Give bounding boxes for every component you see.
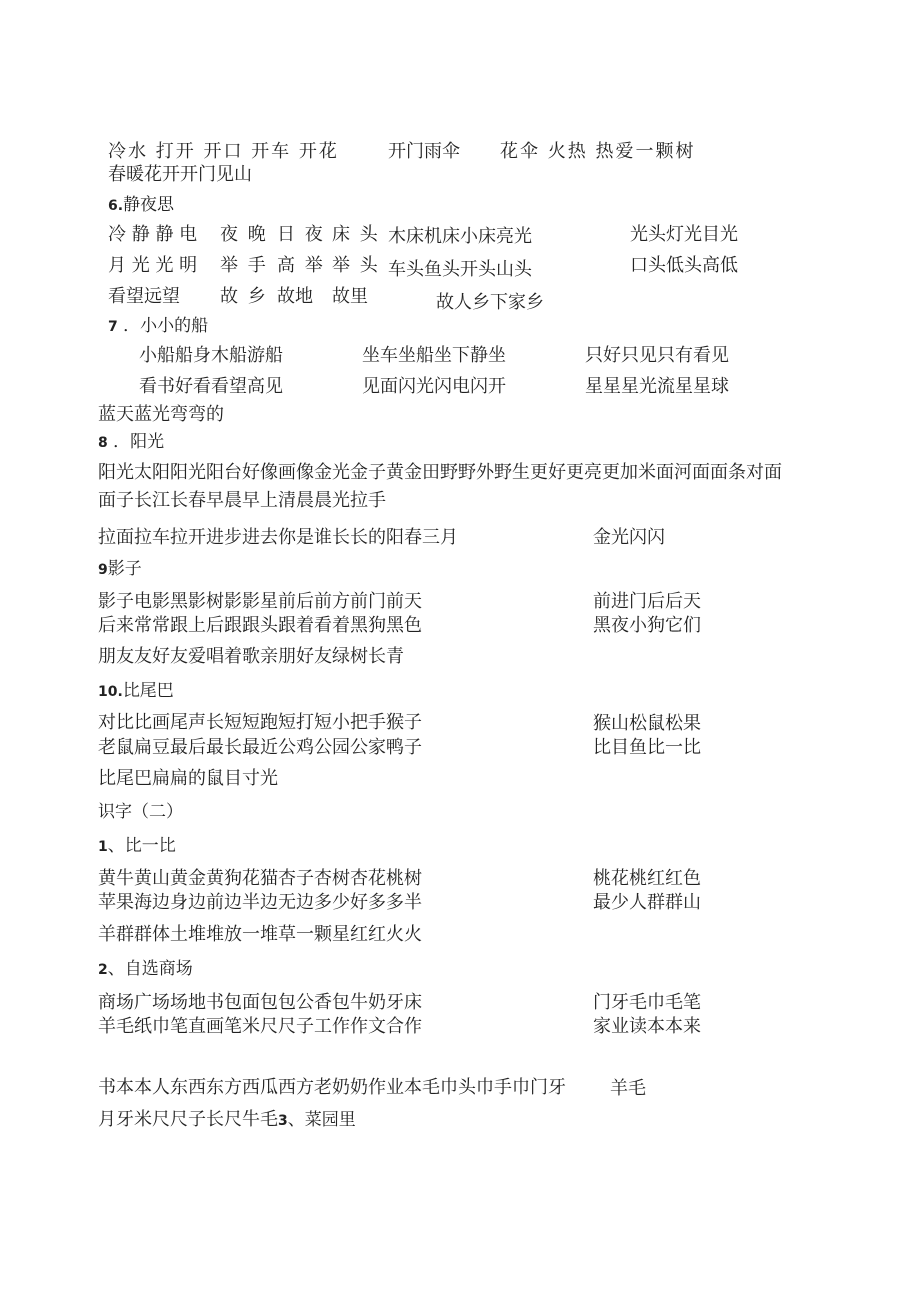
word-line: 只好只见只有看见 bbox=[585, 345, 729, 366]
word-line: 羊群群体土堆堆放一堆草一颗星红红火火 bbox=[98, 924, 422, 945]
section-number: 10. bbox=[98, 684, 123, 700]
word-line: 故 乡 bbox=[220, 286, 268, 307]
word-line: 书本本人东西东方西瓜西方老奶奶作业本毛巾头巾手巾门牙 bbox=[98, 1077, 566, 1098]
word-line: 家业读本本来 bbox=[593, 1016, 701, 1037]
section-heading bbox=[98, 680, 174, 703]
word-line: 对比比画尾声长短短跑短打短小把手猴子 bbox=[98, 712, 422, 733]
word-line: 星星星光流星星球 bbox=[585, 376, 729, 397]
word-line-text: 月牙米尺尺子长尺牛毛 bbox=[98, 1109, 278, 1130]
word-line bbox=[98, 1109, 356, 1132]
section-number: 1 bbox=[98, 839, 108, 855]
word-line: 看书好看看望高见 bbox=[139, 376, 283, 397]
word-line: 看望远望 bbox=[108, 286, 180, 307]
word-line: 面子长江长春早晨早上清晨晨光拉手 bbox=[98, 490, 386, 511]
word-line: 黄牛黄山黄金黄狗花猫杏子杏树杏花桃树 bbox=[98, 868, 422, 889]
section-number: 8 bbox=[98, 435, 108, 451]
word-line: 老鼠扁豆最后最长最近公鸡公园公家鸭子 bbox=[98, 737, 422, 758]
section-heading bbox=[98, 835, 176, 858]
word-line: 蓝天蓝光弯弯的 bbox=[98, 404, 224, 425]
word-line: 比尾巴扁扁的鼠目寸光 bbox=[98, 768, 278, 789]
word-line: 比目鱼比一比 bbox=[593, 737, 701, 758]
word-line: 猴山松鼠松果 bbox=[593, 713, 701, 734]
word-line: 最少人群群山 bbox=[593, 892, 701, 913]
word-line: 小船船身木船游船 bbox=[139, 345, 283, 366]
section-title: 、自选商场 bbox=[107, 959, 193, 979]
section-heading bbox=[108, 315, 208, 338]
word-line: 商场广场场地书包面包包公香包牛奶牙床 bbox=[98, 992, 422, 1013]
word-line: 木床机床小床亮光 bbox=[388, 226, 532, 247]
word-line: 高 举 bbox=[277, 255, 325, 276]
section-number: 6. bbox=[108, 198, 124, 214]
part-heading: 识字（二） bbox=[98, 802, 183, 822]
word-line: 苹果海边身边前边半边无边多少好多多半 bbox=[98, 892, 422, 913]
word-line: 羊毛 bbox=[610, 1078, 646, 1099]
word-line: 举 手 bbox=[220, 255, 268, 276]
section-title: ．小小的船 bbox=[123, 316, 209, 336]
word-line: 花伞 火热 热爱一颗树 bbox=[500, 141, 696, 162]
section-heading bbox=[98, 431, 164, 454]
word-line: 日 夜 bbox=[277, 224, 325, 245]
word-line: 冷 静 静 电 bbox=[108, 224, 198, 245]
word-line: 门牙毛巾毛笔 bbox=[593, 992, 701, 1013]
word-line: 故地 bbox=[277, 286, 313, 307]
section-title: 比尾巴 bbox=[122, 681, 174, 701]
word-line: 朋友友好友爱唱着歌亲朋好友绿树长青 bbox=[98, 646, 404, 667]
word-line: 床 头 bbox=[332, 224, 380, 245]
section-number: 3 bbox=[278, 1113, 288, 1129]
word-line: 见面闪光闪电闪开 bbox=[362, 376, 506, 397]
word-line: 月 光 光 明 bbox=[108, 255, 198, 276]
word-line: 举 头 bbox=[332, 255, 380, 276]
word-line: 车头鱼头开头山头 bbox=[388, 259, 532, 280]
section-title: 静夜思 bbox=[123, 195, 175, 215]
section-heading bbox=[98, 958, 193, 981]
word-line: 后来常常跟上后跟跟头跟着看着黑狗黑色 bbox=[98, 615, 422, 636]
word-line: 冷水 打开 开口 开车 开花 bbox=[108, 141, 339, 162]
word-line: 前进门后后天 bbox=[593, 591, 701, 612]
word-line: 羊毛纸巾笔直画笔米尺尺子工作作文合作 bbox=[98, 1016, 422, 1037]
word-line: 桃花桃红红色 bbox=[593, 868, 701, 889]
section-number: 2 bbox=[98, 962, 108, 978]
section-number: 7 bbox=[108, 319, 118, 335]
section-number: 9 bbox=[98, 562, 108, 578]
section-title: 影子 bbox=[107, 559, 142, 579]
section-title: 、菜园里 bbox=[287, 1110, 356, 1130]
word-line: 坐车坐船坐下静坐 bbox=[362, 345, 506, 366]
word-line: 光头灯光目光 bbox=[630, 224, 738, 245]
word-line: 影子电影黑影树影影星前后前方前门前天 bbox=[98, 591, 422, 612]
word-line: 金光闪闪 bbox=[593, 527, 665, 548]
section-heading bbox=[98, 558, 142, 581]
word-line: 黑夜小狗它们 bbox=[593, 615, 701, 636]
word-line: 口头低头高低 bbox=[630, 255, 738, 276]
word-line: 故人乡下家乡 bbox=[436, 292, 544, 313]
word-line: 开门雨伞 bbox=[388, 141, 460, 162]
word-line: 故里 bbox=[332, 286, 368, 307]
section-title: 、比一比 bbox=[107, 836, 176, 856]
section-title: ．阳光 bbox=[113, 432, 165, 452]
word-line: 夜 晚 bbox=[220, 224, 268, 245]
word-line: 春暖花开开门见山 bbox=[108, 164, 252, 185]
word-line: 阳光太阳阳光阳台好像画像金光金子黄金田野野外野生更好更亮更加米面河面面条对面 bbox=[98, 462, 782, 483]
section-heading bbox=[108, 194, 174, 217]
word-line: 拉面拉车拉开进步进去你是谁长长的阳春三月 bbox=[98, 527, 458, 548]
